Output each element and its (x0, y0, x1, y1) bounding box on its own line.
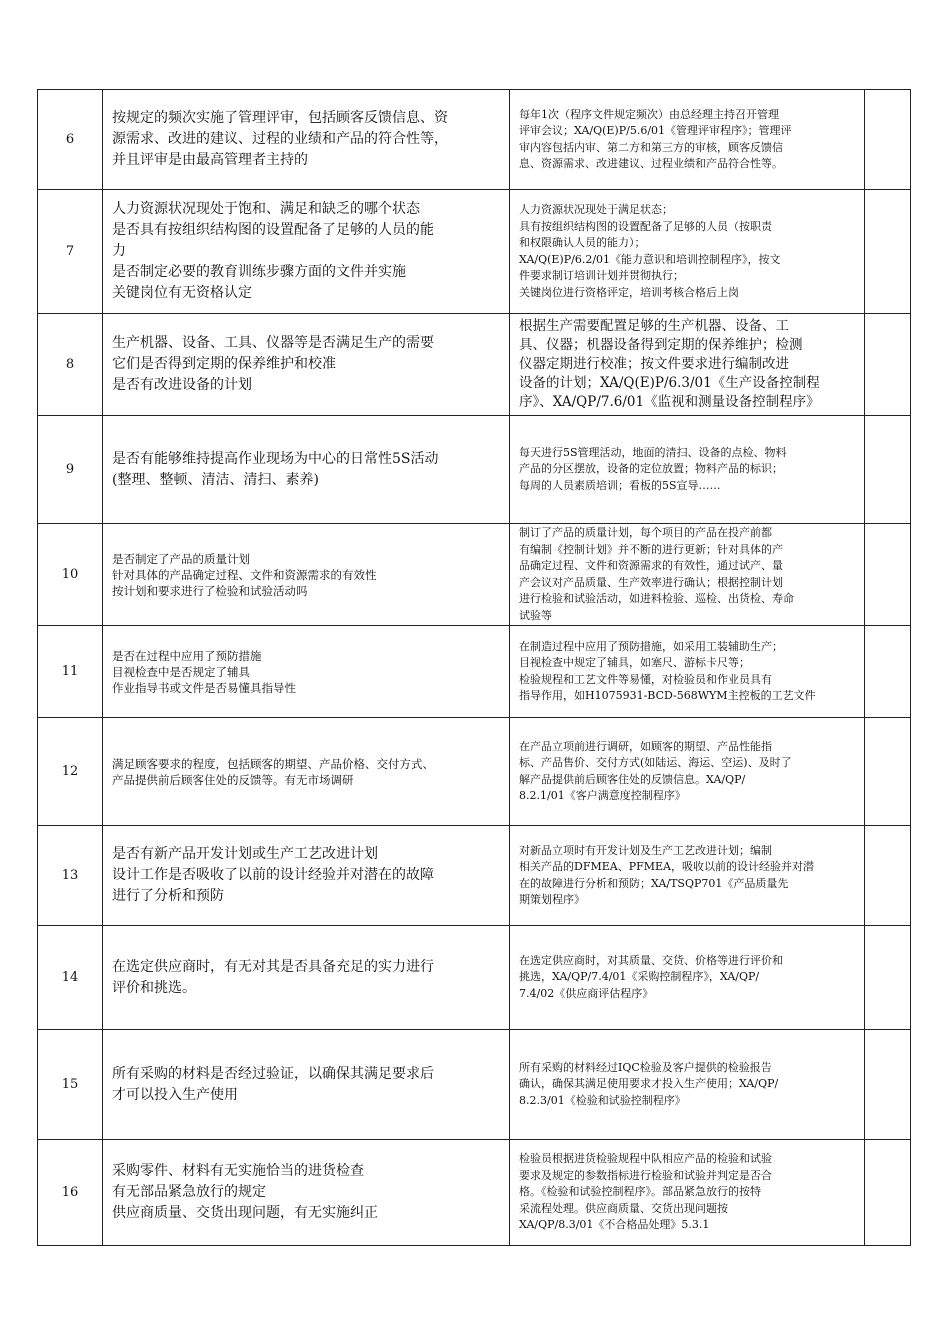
status-answer-line: 要求及规定的参数指标进行检验和试验并判定是否合 (519, 1168, 772, 1182)
check-item-line: 是否具有按组织结构图的设置配备了足够的人员的能 (112, 222, 434, 238)
check-item-cell (103, 416, 510, 524)
check-item-line: 有无部品紧急放行的规定 (112, 1184, 266, 1200)
status-answer-line: 格。《检验和试验控制程序》。部品紧急放行的按特 (519, 1185, 761, 1199)
check-item-line: 是否制定了产品的质量计划 (112, 551, 250, 566)
status-answer-line: 所有采购的材料经过IQC检验及客户提供的检验报告 (519, 1060, 772, 1074)
check-item-line: 针对具体的产品确定过程、文件和资源需求的有效性 (112, 567, 377, 582)
row-number: 14 (38, 926, 103, 1030)
status-answer-line: 期策划程序》 (519, 893, 585, 906)
status-answer-line: 试验等 (519, 608, 552, 622)
status-answer-line: 在制造过程中应用了预防措施，如采用工装辅助生产； (519, 639, 783, 653)
table-row (38, 416, 911, 524)
check-item-line: 采购零件、材料有无实施恰当的进货检查 (112, 1163, 364, 1179)
row-number: 7 (38, 190, 103, 314)
row-number: 13 (38, 826, 103, 926)
status-answer-line: 每天进行5S管理活动，地面的清扫、设备的点检、物料 (519, 445, 787, 459)
check-item-cell (103, 718, 510, 826)
status-answer-line: 息、资源需求、改进建议、过程业绩和产品符合性等。 (519, 157, 783, 170)
remark-cell (865, 1140, 911, 1246)
status-answer-line: 有编制《控制计划》并不断的进行更新；针对具体的产 (519, 542, 783, 556)
status-answer-line: 仪器定期进行校准；按文件要求进行编制改进 (519, 356, 789, 372)
check-item-cell (103, 1030, 510, 1140)
status-answer-line: 和权限确认人员的能力）； (519, 236, 646, 249)
check-item-line: (整理、整顿、清洁、清扫、素养) (112, 471, 319, 488)
row-number: 10 (38, 524, 103, 626)
row-number: 9 (38, 416, 103, 524)
audit-checklist-table (37, 89, 911, 1246)
status-answer-line: 8.2.3/01《检验和试验控制程序》 (519, 1093, 686, 1107)
status-answer-line: 确认，确保其满足使用要求才投入生产使用；XA/QP/ (519, 1077, 779, 1091)
check-item-line: 是否有能够维持提高作业现场为中心的日常性5S活动 (112, 450, 439, 467)
remark-cell (865, 1030, 911, 1140)
status-answer-line: XA/QP/8.3/01《不合格品处理》5.3.1 (519, 1218, 710, 1232)
status-answer-line: 产品的分区摆放，设备的定位放置；物料产品的标识； (519, 462, 783, 476)
check-item-line: 供应商质量、交货出现问题，有无实施纠正 (112, 1205, 378, 1221)
remark-cell (865, 314, 911, 416)
status-answer-line: 人力资源状况现处于满足状态； (519, 203, 673, 216)
status-answer-line: 评审会议；XA/Q(E)P/5.6/01《管理评审程序》；管理评 (519, 124, 792, 137)
status-answer-line: 具有按组织结构图的设置配备了足够的人员（按职责 (519, 219, 772, 233)
table-row (38, 926, 911, 1030)
status-answer-line: 关键岗位进行资格评定，培训考核合格后上岗 (519, 285, 739, 299)
status-answer-line: 检验规程和工艺文件等易懂，对检验员和作业员具有 (519, 672, 772, 686)
status-answer-line: 具、仪器；机器设备得到定期的保养维护；检测 (519, 337, 803, 353)
check-item-cell (103, 826, 510, 926)
table-row (38, 314, 911, 416)
check-item-line: 关键岗位有无资格认定 (112, 285, 252, 301)
status-answer-line: 挑选，XA/QP/7.4/01《采购控制程序》，XA/QP/ (519, 970, 760, 984)
check-item-cell (103, 190, 510, 314)
status-answer-line: 件要求制订培训计划并贯彻执行； (519, 269, 684, 282)
check-item-cell (103, 1140, 510, 1246)
status-answer-cell (510, 626, 865, 718)
status-answer-line: 指导作用，如H1075931-BCD-568WYM主控板的工艺文件 (519, 689, 816, 702)
remark-cell (865, 416, 911, 524)
check-item-line: 源需求、改进的建议、过程的业绩和产品的符合性等， (112, 131, 448, 147)
check-item-cell (103, 90, 510, 190)
status-answer-line: 目视检查中规定了辅具，如塞尺、游标卡尺等； (519, 656, 750, 669)
table-row (38, 826, 911, 926)
status-answer-line: XA/Q(E)P/6.2/01《能力意识和培训控制程序》，按文 (519, 252, 781, 266)
check-item-line: 并且评审是由最高管理者主持的 (112, 152, 308, 168)
status-answer-line: 在选定供应商时，对其质量、交货、价格等进行评价和 (519, 953, 783, 967)
table-row (38, 1140, 911, 1246)
table-row (38, 1030, 911, 1140)
status-answer-line: 审内容包括内审、第二方和第三方的审核，顾客反馈信 (519, 140, 783, 154)
status-answer-line: 8.2.1/01《客户满意度控制程序》 (519, 789, 686, 802)
check-item-line: 目视检查中是否规定了辅具 (112, 664, 250, 679)
row-number: 6 (38, 90, 103, 190)
status-answer-line: 品确定过程、文件和资源需求的有效性，通过试产、量 (519, 559, 783, 572)
row-number: 11 (38, 626, 103, 718)
check-item-line: 人力资源状况现处于饱和、满足和缺乏的哪个状态 (112, 201, 420, 217)
check-item-line: 才可以投入生产使用 (112, 1086, 238, 1103)
table-row (38, 718, 911, 826)
status-answer-line: 设备的计划；XA/Q(E)P/6.3/01《生产设备控制程 (519, 375, 820, 391)
status-answer-line: 每周的人员素质培训；看板的5S宣导…… (519, 478, 721, 492)
status-answer-line: 采流程处理。供应商质量、交货出现问题按 (519, 1201, 728, 1215)
check-item-cell (103, 314, 510, 416)
status-answer-cell (510, 926, 865, 1030)
check-item-cell (103, 626, 510, 718)
remark-cell (865, 926, 911, 1030)
status-answer-cell (510, 1030, 865, 1140)
remark-cell (865, 626, 911, 718)
table-body (38, 90, 911, 1246)
check-item-line: 满足顾客要求的程度，包括顾客的期望、产品价格、交付方式、 (112, 756, 434, 771)
status-answer-line: 每年1次（程序文件规定频次）由总经理主持召开管理 (519, 107, 779, 121)
status-answer-cell (510, 190, 865, 314)
status-answer-line: 7.4/02《供应商评估程序》 (519, 986, 654, 1000)
table-row (38, 90, 911, 190)
check-item-line: 是否在过程中应用了预防措施 (112, 648, 262, 663)
check-item-line: 设计工作是否吸收了以前的设计经验并对潜在的故障 (112, 867, 434, 883)
status-answer-line: 检验员根据进货检验规程中队相应产品的检验和试验 (519, 1152, 772, 1166)
status-answer-line: 产会议对产品质量、生产效率进行确认；根据控制计划 (519, 575, 783, 589)
row-number: 15 (38, 1030, 103, 1140)
row-number: 12 (38, 718, 103, 826)
check-item-line: 作业指导书或文件是否易懂具指导性 (112, 680, 296, 695)
check-item-line: 按规定的频次实施了管理评审，包括顾客反馈信息、资 (112, 110, 448, 126)
status-answer-cell (510, 718, 865, 826)
table-row (38, 190, 911, 314)
status-answer-cell (510, 90, 865, 190)
remark-cell (865, 190, 911, 314)
status-answer-line: 根据生产需要配置足够的生产机器、设备、工 (519, 318, 789, 334)
status-answer-line: 在的故障进行分析和预防；XA/TSQP701《产品质量先 (519, 876, 789, 890)
check-item-line: 它们是否得到定期的保养维护和校准 (112, 356, 336, 372)
check-item-line: 评价和挑选。 (112, 979, 196, 996)
status-answer-line: 在产品立项前进行调研，如顾客的期望、产品性能指 (519, 739, 772, 753)
status-answer-line: 解产品提供前后顾客住处的反馈信息。XA/QP/ (519, 772, 746, 786)
status-answer-line: 进行检验和试验活动，如进料检验、巡检、出货检、寿命 (519, 592, 794, 605)
status-answer-cell (510, 416, 865, 524)
check-item-line: 产品提供前后顾客住处的反馈等。有无市场调研 (112, 772, 354, 787)
status-answer-line: 相关产品的DFMEA、PFMEA，吸收以前的设计经验并对潜 (519, 860, 814, 873)
check-item-line: 生产机器、设备、工具、仪器等是否满足生产的需要 (112, 335, 434, 351)
row-number: 16 (38, 1140, 103, 1246)
row-number: 8 (38, 314, 103, 416)
check-item-line: 是否制定必要的教育训练步骤方面的文件并实施 (112, 264, 406, 280)
status-answer-cell (510, 826, 865, 926)
remark-cell (865, 718, 911, 826)
check-item-line: 在选定供应商时，有无对其是否具备充足的实力进行 (112, 958, 434, 975)
check-item-cell (103, 524, 510, 626)
check-item-line: 进行了分析和预防 (112, 888, 224, 904)
check-item-line: 是否有新产品开发计划或生产工艺改进计划 (112, 846, 378, 862)
table-row (38, 524, 911, 626)
status-answer-cell (510, 524, 865, 626)
remark-cell (865, 826, 911, 926)
check-item-line: 力 (112, 243, 126, 259)
status-answer-line: 制订了产品的质量计划，每个项目的产品在投产前都 (519, 526, 772, 539)
remark-cell (865, 90, 911, 190)
table-row (38, 626, 911, 718)
status-answer-cell (510, 1140, 865, 1246)
check-item-line: 所有采购的材料是否经过验证，以确保其满足要求后 (112, 1065, 434, 1082)
status-answer-cell (510, 314, 865, 416)
check-item-line: 是否有改进设备的计划 (112, 377, 252, 393)
status-answer-line: 标、产品售价、交付方式(如陆运、海运、空运)、及时了 (519, 756, 792, 769)
check-item-cell (103, 926, 510, 1030)
remark-cell (865, 524, 911, 626)
check-item-line: 按计划和要求进行了检验和试验活动吗 (112, 583, 308, 598)
status-answer-line: 对新品立项时有开发计划及生产工艺改进计划；编制 (519, 843, 772, 857)
status-answer-line: 序》、XA/QP/7.6/01《监视和测量设备控制程序》 (519, 394, 820, 410)
